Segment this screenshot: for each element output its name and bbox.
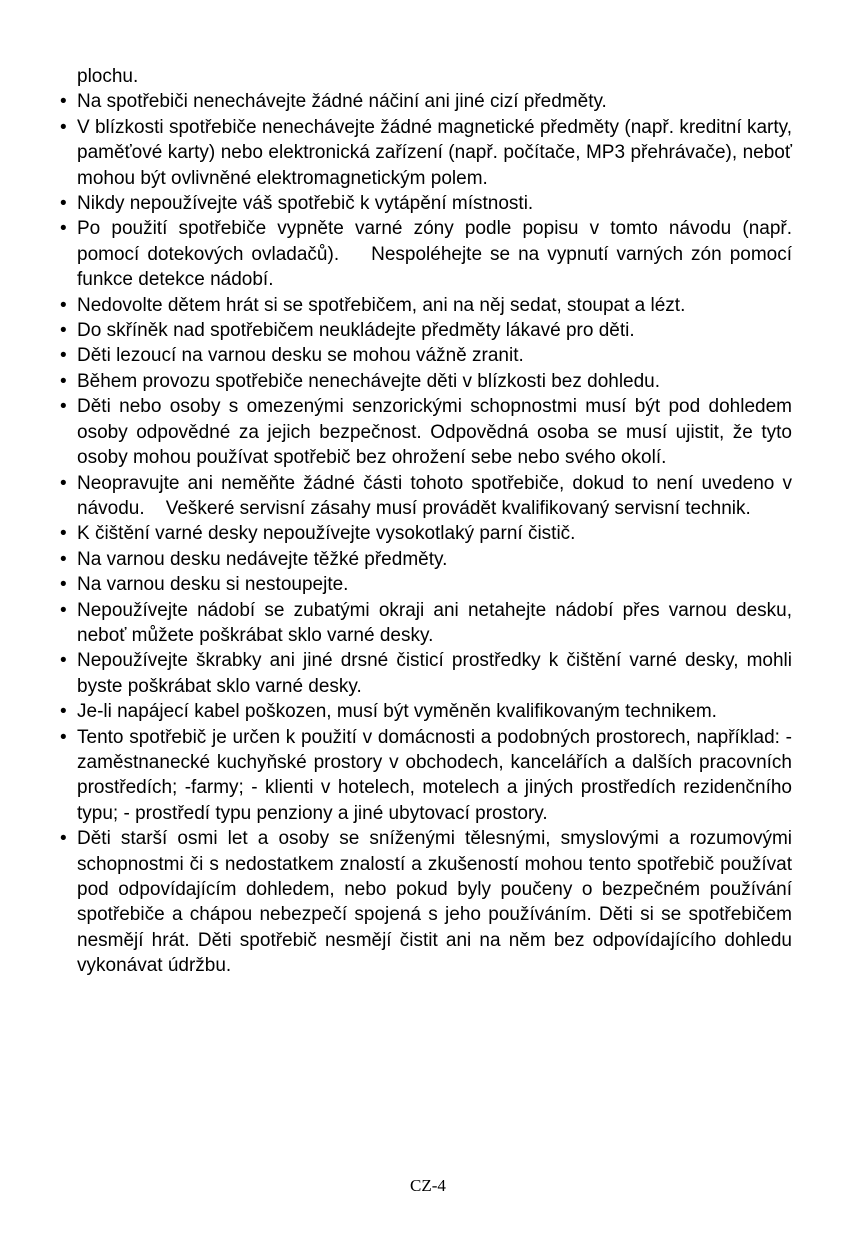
bullet-item: • Děti nebo osoby s omezenými senzorickými schopnostmi musí být pod dohledem osoby odpovědné za jejich bezpečnost. Odpovědná osoba se musí ujistit, že tyto osoby mohou používat spotřebič bez ohrožení sebe nebo svého okolí. bbox=[60, 394, 792, 470]
continuation-text: plochu. bbox=[77, 66, 139, 87]
page-footer: CZ-4 bbox=[410, 1176, 446, 1195]
bullet-list bbox=[60, 89, 798, 978]
bullet-item: • V blízkosti spotřebiče nenechávejte žádné magnetické předměty (např. kreditní karty, paměťové karty) nebo elektronická zařízení (např. počítače, MP3 přehrávače), neboť mohou být ovlivněné elektromagnetickým polem. bbox=[60, 115, 792, 191]
bullet-item: • Nepoužívejte nádobí se zubatými okraji ani netahejte nádobí přes varnou desku, neboť můžete poškrábat sklo varné desky. bbox=[60, 598, 792, 649]
bullet-item: • Je-li napájecí kabel poškozen, musí být vyměněn kvalifikovaným technikem. bbox=[60, 699, 792, 724]
bullet-item: • Děti lezoucí na varnou desku se mohou vážně zranit. bbox=[60, 343, 792, 368]
bullet-item: • Na spotřebiči nenechávejte žádné náčiní ani jiné cizí předměty. bbox=[60, 89, 792, 114]
bullet-item: • Na varnou desku si nestoupejte. bbox=[60, 572, 792, 597]
bullet-item: • Během provozu spotřebiče nenechávejte děti v blízkosti bez dohledu. bbox=[60, 369, 792, 394]
bullet-item: • Nedovolte dětem hrát si se spotřebičem, ani na něj sedat, stoupat a lézt. bbox=[60, 293, 792, 318]
bullet-item: • Tento spotřebič je určen k použití v domácnosti a podobných prostorech, například: - zaměstnanecké kuchyňské prostory v obchodech, kancelářích a dalších pracovních prostředích; -farmy; - klienti v hotelech, motelech a jiných prostředích rezidenčního typu; - prostředí typu penziony a jiné ubytovací prostory. bbox=[60, 725, 792, 827]
bullet-item: • Po použití spotřebiče vypněte varné zóny podle popisu v tomto návodu (např. pomocí dotekových ovladačů). Nespoléhejte se na vypnutí varných zón pomocí funkce detekce nádobí. bbox=[60, 216, 792, 292]
bullet-item: • Neopravujte ani neměňte žádné části tohoto spotřebiče, dokud to není uvedeno v návodu. Veškeré servisní zásahy musí provádět kvalifikovaný servisní technik. bbox=[60, 471, 792, 522]
bullet-item: • Děti starší osmi let a osoby se sníženými tělesnými, smyslovými a rozumovými schopnostmi či s nedostatkem znalostí a zkušeností mohou tento spotřebič používat pod odpovídajícím dohledem, nebo pokud byly poučeny o bezpečném používání spotřebiče a chápou nebezpečí spojená s jeho používáním. Děti si se spotřebičem nesmějí hrát. Děti spotřebič nesmějí čistit ani na něm bez odpovídajícího dohledu vykonávat údržbu. bbox=[60, 826, 792, 978]
bullet-item: • Na varnou desku nedávejte těžké předměty. bbox=[60, 547, 792, 572]
bullet-item: • Nepoužívejte škrabky ani jiné drsné čisticí prostředky k čištění varné desky, mohli byste poškrábat sklo varné desky. bbox=[60, 648, 792, 699]
bullet-item: • Do skříněk nad spotřebičem neukládejte předměty lákavé pro děti. bbox=[60, 318, 792, 343]
bullet-item: • K čištění varné desky nepoužívejte vysokotlaký parní čistič. bbox=[60, 521, 792, 546]
bullet-item: • Nikdy nepoužívejte váš spotřebič k vytápění místnosti. bbox=[60, 191, 792, 216]
